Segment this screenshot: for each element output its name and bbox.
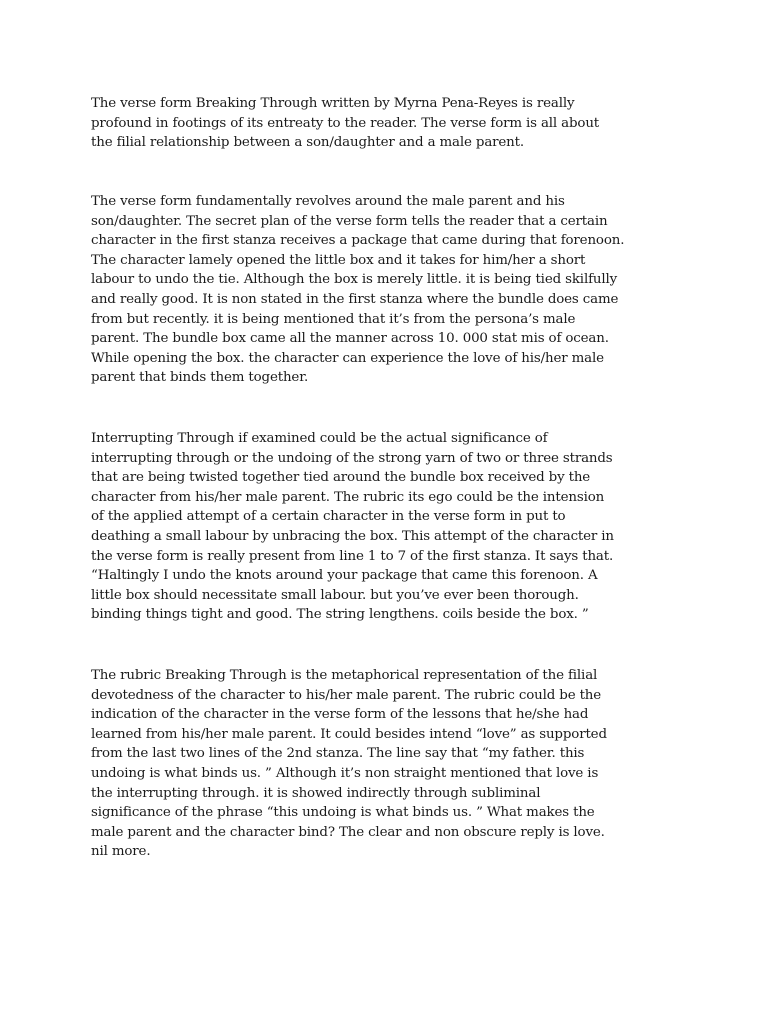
- paragraph-title-meaning: Interrupting Through if examined could be the actual significance of interrupting through or the undoing of the strong yarn of two or three strands that are being twisted together tied around the bundle box received by the character from his/her male parent. The rubric its ego could be the intension of the applied attempt of a certain character in the verse form in put to deathing a small labour by unbracing the box. This attempt of the character in the verse form is really present from line 1 to 7 of the first stanza. It says that. “Haltingly I undo the knots around your package that came this forenoon. A little box should necessitate small labour. but you’ve ever been thorough. binding things tight and good. The string lengthens. coils beside the box. ”: [91, 431, 614, 623]
- paragraph-intro: The verse form Breaking Through written by Myrna Pena-Reyes is really profound in footings of its entreaty to the reader. The verse form is all about the filial relationship between a son/daughter and a male parent.: [91, 96, 600, 151]
- paragraph-metaphor: The rubric Breaking Through is the metaphorical representation of the filial devotedness of the character to his/her male parent. The rubric could be the indication of the character in the verse form of the lessons that he/she had learned from his/her male parent. It could besides intend “love” as supported from the last two lines of the 2nd stanza. The line say that “my father. this undoing is what binds us. ” Although it’s non straight mentioned that love is the interrupting through. it is showed indirectly through subliminal significance of the phrase “this undoing is what binds us. ” What makes the male parent and the character bind? The clear and non obscure reply is love. nil more.: [91, 668, 607, 860]
- paragraph-summary: The verse form fundamentally revolves around the male parent and his son/daughter. The secret plan of the verse form tells the reader that a certain character in the first stanza receives a package that came during that forenoon. The character lamely opened the little box and it takes for him/her a short labour to undo the tie. Although the box is merely little. it is being tied skilfully and really good. It is non stated in the first stanza where the bundle does came from but recently. it is being mentioned that it’s from the persona’s male parent. The bundle box came all the manner across 10. 000 stat mis of ocean. While opening the box. the character can experience the love of his/her male parent that binds them together.: [91, 194, 625, 386]
